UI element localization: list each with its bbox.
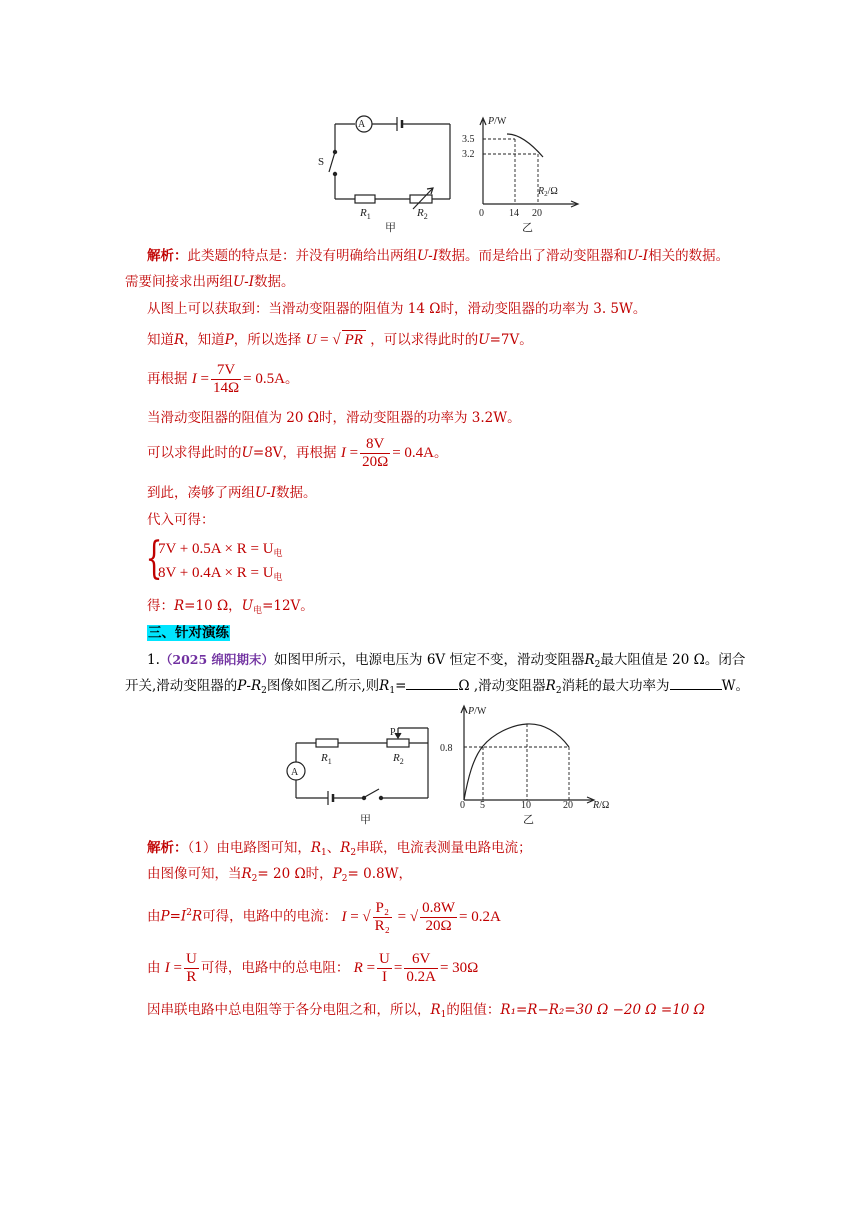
r2-label: $R_2$ [417,207,428,221]
y-tick-3.5: 3.5 [462,134,475,145]
rheostat-r2-icon [387,739,409,747]
analysis-2-line-3: 由$P=I^2R$可得，电路中的电流： I = √ $\frac{\text{P₂}}{\text{R₂}}$ = √ $\frac{0.8W}{20\Omega}$ = 0.2A [147,899,501,934]
y-tick-0.8: 0.8 [440,743,453,754]
formula-current: I = √ $\frac{\text{P₂}}{\text{R₂}}$ = √ $\frac{0.8W}{20\Omega}$ = 0.2A [341,899,501,934]
analysis-1-line-4: 知道R，知道P，所以选择 U = √ PR ，可以求得此时的U=7V。 [147,332,533,348]
figure-2 [283,700,623,830]
circuit-caption: 甲 [360,814,371,826]
switch-label: S [318,156,325,168]
resistor-r1-icon [316,739,338,747]
circuit-diagram-1 [329,116,450,209]
formula-u-sqrt-pr: U = √ PR [306,332,366,348]
analysis-2-line-4: 由 I = $\frac{U}{R}$ 可得，电路中的总电阻： R = $\frac{U}{I}$ = $\frac{6V}{0.2A}$ = 30Ω [147,951,479,986]
y-tick-3.2: 3.2 [462,149,475,160]
formula-i-0.5a: I = $\frac{7V}{14\Omega}$ = 0.5A [191,362,285,397]
power-graph-1 [480,118,578,207]
switch-icon [329,152,335,172]
x-tick-0: 0 [460,800,465,811]
x-tick-10: 10 [521,800,531,811]
equation-system-brace: { [145,533,163,584]
r1-label: $R_1$ [321,752,332,766]
graph-x-label: $R_2/\Omega$ [538,186,558,198]
analysis-1-line-1: 解析：此类题的特点是：并没有明确给出两组U-I数据。而是给出了滑动变阻器和U-I相关的数据。 [147,248,730,264]
question-1-line-2: 开关,滑动变阻器的$P-R_2$图像如图乙所示,则$R_1= \Omega$ ,滑动变阻器$R_2$消耗的最大功率为 W。 [125,678,749,696]
analysis-1-line-7: 可以求得此时的U=8V，再根据 I = $\frac{8V}{20\Omega}$ = 0.4A。 [147,436,448,471]
power-curve [464,724,569,800]
graph-caption: 乙 [523,814,534,826]
rheostat-r2-icon [410,195,432,203]
analysis-2-line-5: 因串联电路中总电阻等于各分电阻之和，所以，$R_1$的阻值：R₁=R−R₂=30 Ω −20 Ω =10 Ω [147,1002,705,1020]
analysis-1-line-5: 再根据 I = $\frac{7V}{14\Omega}$ = 0.5A。 [147,362,299,397]
slider-label: P [390,727,396,738]
x-tick-20: 20 [563,800,573,811]
circuit-caption: 甲 [385,222,396,234]
answer-blank-power[interactable] [670,677,722,690]
equation-2: $8V + 0.4A \times R = U_电$ [158,565,283,582]
graph-x-label: R/Ω [593,800,610,811]
analysis-1-result: 得：R=10 Ω，$U_电=12V$。 [147,598,314,616]
answer-blank-r1[interactable] [406,677,458,690]
formula-resistance: R = $\frac{U}{I}$ = $\frac{6V}{0.2A}$ = 30Ω [353,951,479,986]
analysis-1-line-3: 从图上可以获取到：当滑动变阻器的阻值为 14 Ω时，滑动变阻器的功率为 3. 5W。 [147,301,647,317]
analysis-1-line-9: 代入可得： [147,512,215,528]
graph-y-label: P/W [488,116,507,127]
analysis-1-line-6: 当滑动变阻器的阻值为 20 Ω时，滑动变阻器的功率为 3.2W。 [147,410,521,426]
formula-ohm-law: I = $\frac{U}{R}$ [164,951,197,986]
x-tick-5: 5 [480,800,485,811]
x-tick-14: 14 [509,208,519,219]
formula-i-0.4a: I = $\frac{8V}{20\Omega}$ = 0.4A [340,436,435,471]
question-1-line-1: 1.（2025 绵阳期末）如图甲所示，电源电压为 6V 恒定不变，滑动变阻器$R_2$最大阻值是 20 Ω。闭合 [147,652,746,670]
equation-1: $7V + 0.5A \times R = U_电$ [158,541,283,558]
circuit-diagram-2 [287,728,428,805]
analysis-2-line-1: 解析：（1）由电路图可知，$R_1$、$R_2$串联，电流表测量电路电流； [147,840,532,858]
figure-1 [318,112,590,237]
graph-caption: 乙 [522,222,533,234]
r1-label: $R_1$ [360,207,371,221]
power-graph-2 [461,706,594,803]
ammeter-label: A [291,767,299,778]
resistor-r1-icon [355,195,375,203]
analysis-2-line-2: 由图像可知，当$R_2= 20$ Ω时，$P_2= 0.8W$， [147,866,412,884]
question-source: （2025 绵阳期末） [159,652,275,667]
section-heading: 三、针对演练 [148,625,229,641]
analysis-1-line-8: 到此，凑够了两组U-I数据。 [147,485,317,501]
analysis-1-line-2: 需要间接求出两组U-I数据。 [125,274,295,290]
ammeter-label: A [358,119,366,130]
x-tick-0: 0 [479,208,484,219]
r2-label: $R_2$ [393,752,404,766]
x-tick-20: 20 [532,208,542,219]
graph-y-label: P/W [468,706,487,717]
